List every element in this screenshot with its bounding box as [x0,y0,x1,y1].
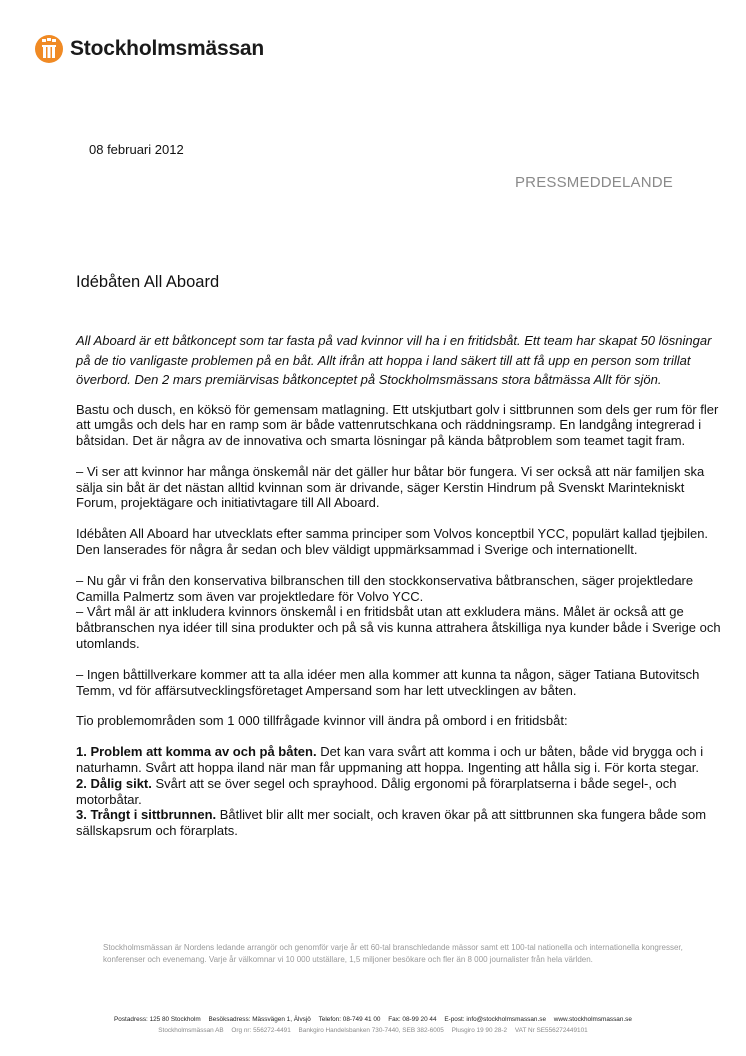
problem-item [76,807,726,839]
visiting-address: Besöksadress: Mässvägen 1, Älvsjö [208,1016,311,1023]
company-name: Stockholmsmässan AB [158,1027,224,1034]
article-body [76,331,726,839]
company-boilerplate: Stockholmsmässan är Nordens ledande arrangör och genomför varje år ett 60-tal branschledande mässor samt ett 100-tal nationella och internationella kongresser, konferenser och evenemang. Varje år välkomnar vi 10 000 utställare, 1,5 miljoner besökare och fler än 8 000 journalister från hela världen. [103,943,683,964]
problem-item [76,744,726,776]
footer-contact-line [0,1016,746,1023]
problem-text: Båtlivet blir allt mer socialt, och kraven ökar på att sittbrunnen ska fungera både som sällskapsrum och förarplats. [76,807,707,839]
website-link[interactable]: www.stockholmsmassan.se [553,1016,632,1023]
quote-paragraph: – Nu går vi från den konservativa bilbranschen till den stockkonservativa båtbranschen, säger projektledare Camilla Palmertz som även var projektledare för Volvo YCC. [76,572,694,604]
brand-name: Stockholmsmässan [70,37,265,60]
problem-heading: 3. Trångt i sittbrunnen. [76,807,217,823]
document-type-label: PRESSMEDDELANDE [514,174,673,191]
phone: Telefon: 08-749 41 00 [318,1016,381,1023]
lead-paragraph: All Aboard är ett båtkoncept som tar fasta på vad kvinnor vill ha i en fritidsbåt. Ett team har skapat 50 lösningar på de tio vanligaste problemen på en båt. Allt ifrån att hoppa i land säkert till att få upp en person som trillat överbord. Den 2 mars premiärvisas båtkonceptet på Stockholmsmässans stora båtmässa Allt för sjön. [76,333,712,387]
problem-text: Svårt att se över segel och sprayhood. Dålig ergonomi på förarplatserna i både segel-, och motorbåtar. [76,775,677,807]
article-title: Idébåten All Aboard [76,273,220,291]
paragraph: Idébåten All Aboard har utvecklats efter samma principer som Volvos konceptbil YCC, populärt kallad tjejbilen. Den lanserades för några år sedan och blev väldigt uppmärksammad i Sverige och internationellt. [76,526,709,558]
paragraph: – Vi ser att kvinnor har många önskemål när det gäller hur båtar bör fungera. Vi ser också att när familjen ska sälja sin båt är det nästan alltid kvinnan som är drivande, säger Kerstin Hindrum på Svenskt Marintekniskt Forum, projektägare och initiativtagare till All Aboard. [76,463,705,511]
problem-item [76,776,726,808]
org-number: Org nr: 556272-4491 [231,1027,291,1034]
quote-paragraph: – Ingen båttillverkare kommer att ta alla idéer men alla kommer att kunna ta någon, säger Tatiana Butovitsch Temm, vd för affärsutvecklingsföretaget Ampersand som har lett utvecklingen av båten. [76,666,700,698]
press-release-date: 08 februari 2012 [89,142,184,157]
vat-number: VAT Nr SE556272449101 [514,1027,588,1034]
email-link[interactable]: E-post: info@stockholmsmassan.se [444,1016,547,1023]
problem-heading: 1. Problem att komma av och på båten. [76,744,317,760]
plusgiro: Plusgiro 19 90 28-2 [451,1027,508,1034]
fax: Fax: 08-99 20 44 [388,1016,437,1023]
paragraph: Bastu och dusch, en köksö för gemensam matlagning. Ett utskjutbart golv i sittbrunnen som dels ger rum för fler att umgås och dels har en ramp som är både vattenrutschkana och räddningsramp. En landgång integrerad i båtsidan. Det är några av de innovativa och smarta lösningar på kända båtproblem som teamet tagit fram. [76,401,719,449]
bankgiro: Bankgiro Handelsbanken 730-7440, SEB 382-6005 [298,1027,444,1034]
quote-paragraph: – Vårt mål är att inkludera kvinnors önskemål i en fritidsbåt utan att exkludera mäns. Målet är också att ge båtbranschen nya idéer till sina produkter och på så vis kunna attrahera åtskilliga nya kunder både i Sverige och utomlands. [76,604,721,652]
stockholmsmassan-logo-icon [35,35,63,63]
logo [35,34,264,64]
problem-text: Det kan vara svårt att komma i och ur båten, både vid brygga och i naturhamn. Svårt att hoppa iland när man får uppmaning att hoppa. Ingenting att hålla sig i. För korta stegar. [76,744,704,776]
footer-company-line [0,1027,746,1034]
list-intro: Tio problemområden som 1 000 tillfrågade kvinnor vill ändra på ombord i en fritidsbåt: [76,713,568,729]
problem-heading: 2. Dålig sikt. [76,775,152,791]
problem-list [76,744,726,839]
postal-address: Postadress: 125 80 Stockholm [114,1016,201,1023]
